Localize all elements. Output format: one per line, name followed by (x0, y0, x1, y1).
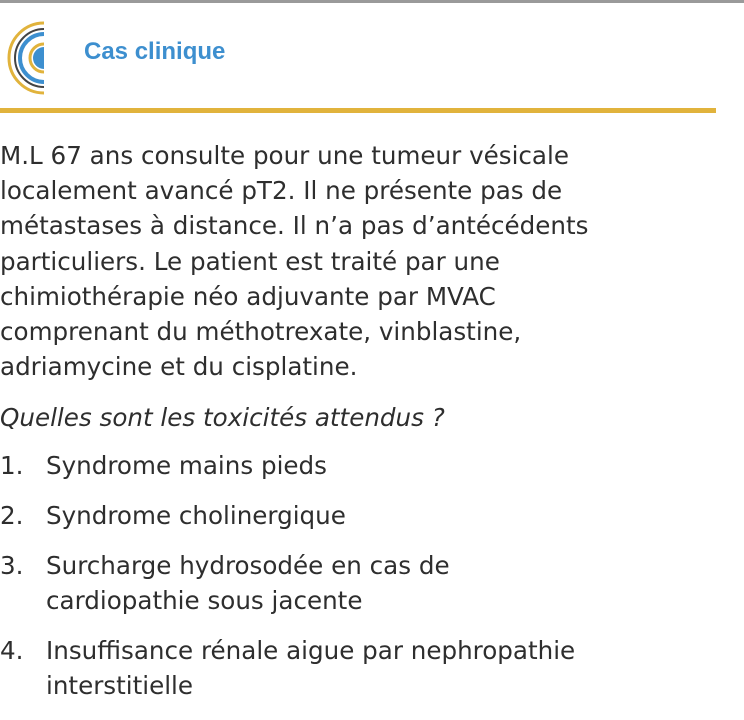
question-text: Quelles sont les toxicités attendus ? (0, 403, 445, 432)
option-number: 1. (0, 451, 24, 480)
option-item (0, 548, 700, 618)
option-item (0, 633, 700, 703)
option-number: 3. (0, 550, 24, 580)
slide-title: Cas clinique (84, 38, 226, 65)
option-number: 4. (0, 635, 24, 665)
option-number: 2. (0, 500, 24, 530)
option-text: Syndrome mains pieds (46, 451, 327, 480)
option-text: Syndrome cholinergique (46, 500, 346, 530)
window-top-border (0, 0, 744, 3)
case-description: M.L 67 ans consulte pour une tumeur vésicale localement avancé pT2. Il ne présente pas de métastases à distance. Il n’a pas d’antécédents particuliers. Le patient est traité par une chimiothérapie néo adjuvante par MVAC comprenant du méthotrexate, vinblastine, adriamycine et du cisplatine. (0, 141, 589, 382)
answer-options (0, 448, 700, 718)
option-item (0, 498, 700, 533)
option-item (0, 448, 700, 483)
option-text: Surcharge hydrosodée en cas de cardiopathie sous jacente (46, 550, 450, 615)
option-text: Insuffisance rénale aigue par nephropathie interstitielle (46, 635, 576, 700)
header-divider (0, 108, 716, 113)
concentric-arcs-logo-icon (0, 20, 44, 96)
